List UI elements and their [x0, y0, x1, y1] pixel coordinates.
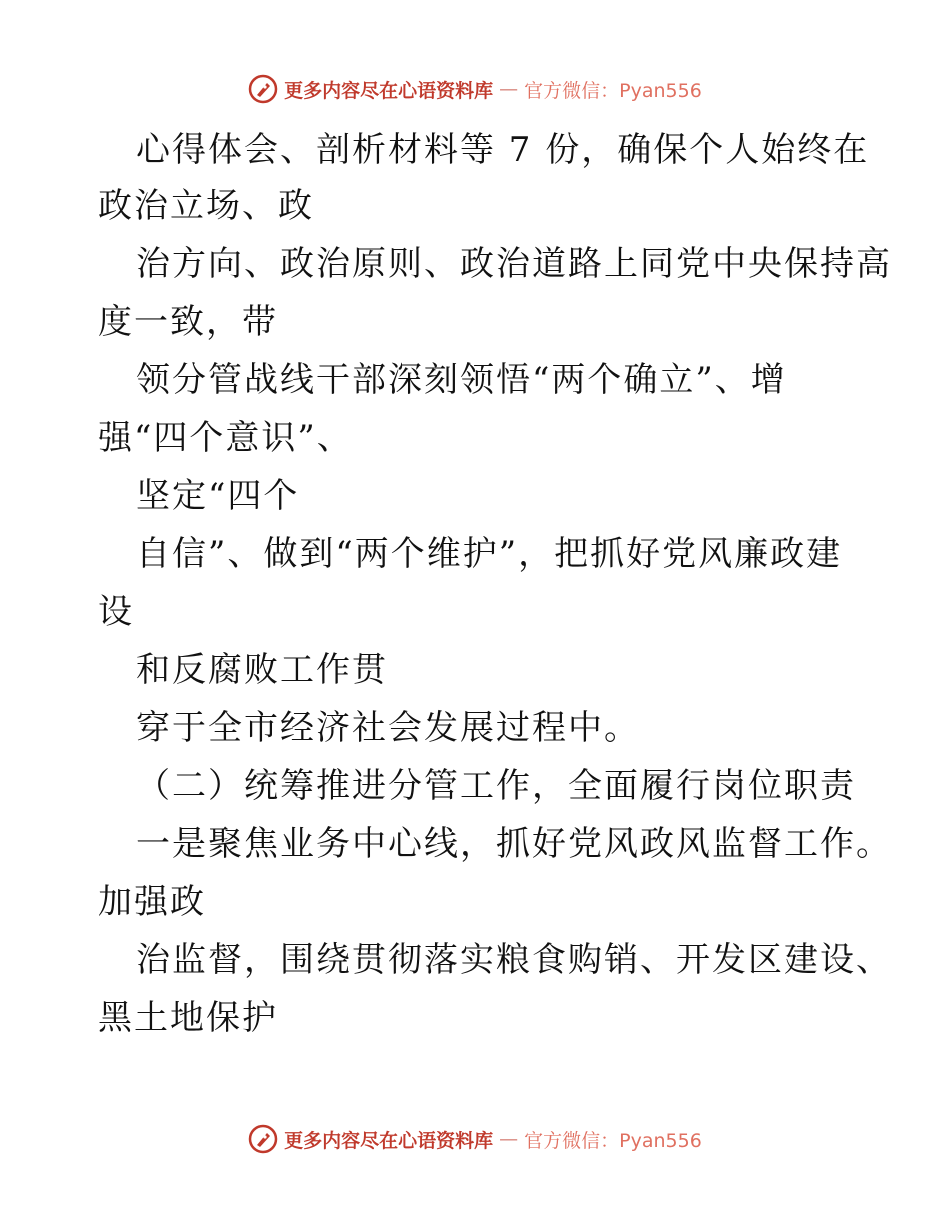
pen-nib-logo-icon	[248, 74, 278, 104]
watermark-separator: —	[499, 1128, 519, 1150]
body-line: 治监督，围绕贯彻落实粮食购销、开发区建设、	[136, 940, 892, 980]
body-line: 自信”、做到“两个维护”，把抓好党风廉政建	[136, 534, 843, 574]
body-line: 政治立场、政	[98, 186, 314, 226]
section-heading: （二）统筹推进分管工作，全面履行岗位职责	[136, 766, 856, 806]
body-line: 坚定“四个	[136, 476, 300, 516]
body-line: 设	[98, 592, 134, 632]
body-line: 一是聚焦业务中心线，抓好党风政风监督工作。	[136, 824, 892, 864]
watermark-main-text: 更多内容尽在心语资料库	[284, 1129, 494, 1152]
pen-nib-logo-icon	[248, 1124, 278, 1154]
body-line: 领分管战线干部深刻领悟“两个确立”、增	[136, 360, 787, 400]
body-line: 和反腐败工作贯	[136, 650, 388, 690]
watermark-wechat-text: 官方微信：Pyan556	[524, 1129, 702, 1152]
body-line: 治方向、政治原则、政治道路上同党中央保持高	[136, 244, 892, 284]
footer-watermark	[0, 1124, 950, 1154]
watermark-separator: —	[499, 78, 519, 100]
header-watermark	[0, 74, 950, 104]
watermark-wechat-text: 官方微信：Pyan556	[524, 79, 702, 102]
body-line: 心得体会、剖析材料等 7 份，确保个人始终在	[136, 130, 870, 170]
watermark-main-text: 更多内容尽在心语资料库	[284, 79, 494, 102]
body-line: 黑土地保护	[98, 998, 278, 1038]
body-line: 穿于全市经济社会发展过程中。	[136, 708, 640, 748]
body-line: 加强政	[98, 882, 206, 922]
body-line: 强“四个意识”、	[98, 418, 353, 458]
body-line: 度一致，带	[98, 302, 278, 342]
